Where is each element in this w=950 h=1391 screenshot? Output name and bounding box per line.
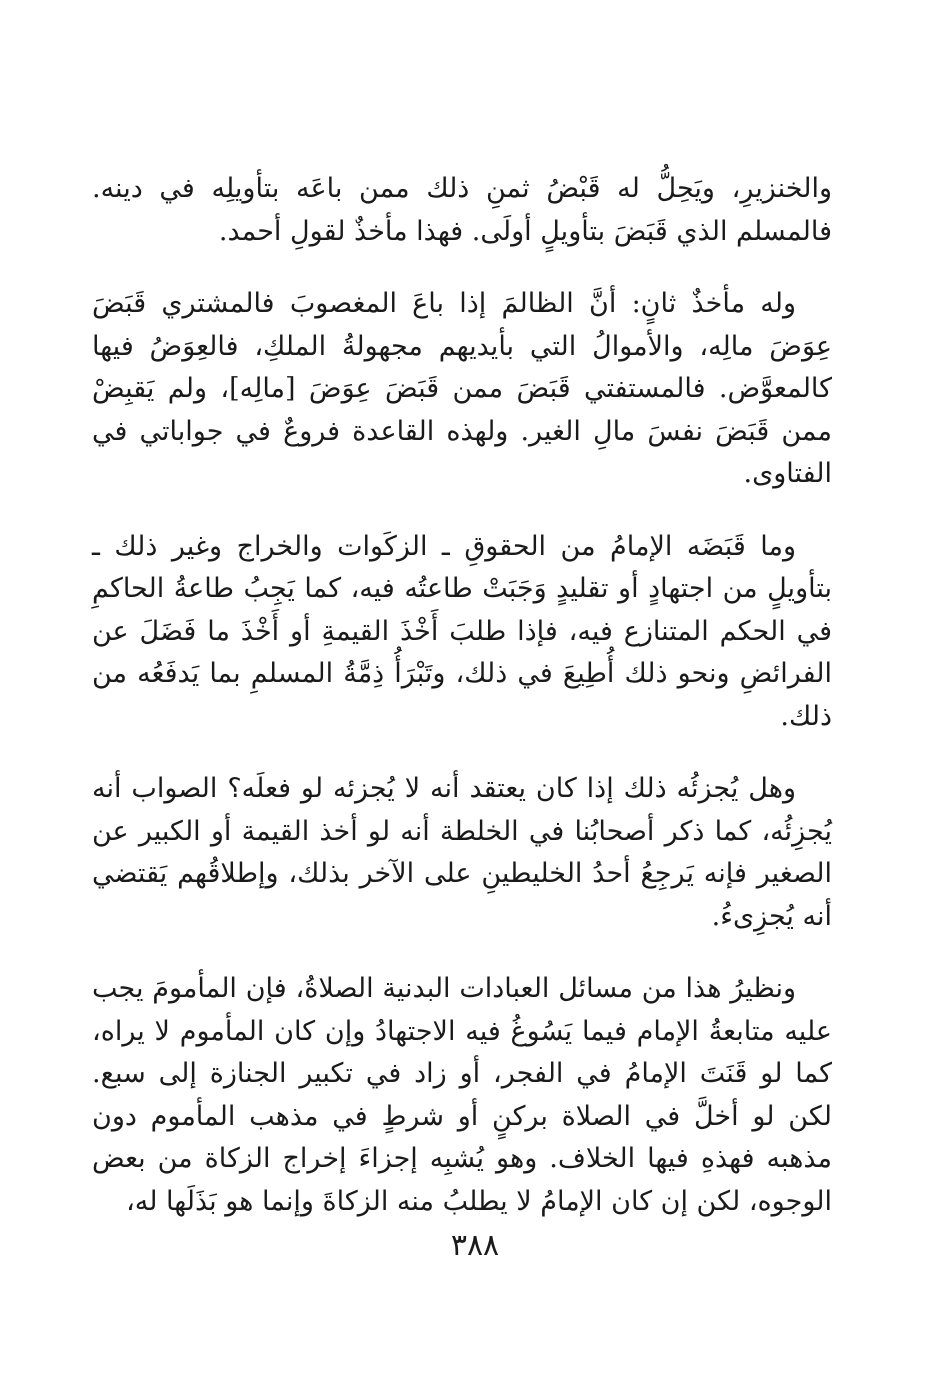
paragraph-2: وله مأخذٌ ثانٍ: أنَّ الظالمَ إذا باعَ المغصوبَ فالمشتري قَبَضَ عِوَضَ مالِه، والأموالُ التي بأيديهم مجهولةُ الملكِ، فالعِوَضُ فيها كالمعوَّض. فالمستفتي قَبَضَ ممن قَبَضَ عِوَضَ [مالِه]، ولم يَقبِضْ ممن قَبَضَ نفسَ مالِ الغير. ولهذه القاعدة فروعٌ في جواباتي في الفتاوى. — [92, 288, 832, 489]
paragraph-4: وهل يُجزئُه ذلك إذا كان يعتقد أنه لا يُجزئه لو فعلَه؟ الصواب أنه يُجزِئُه، كما ذكر أصحابُنا في الخلطة أنه لو أخذ القيمة أو الكبير عن الصغير فإنه يَرجِعُ أحدُ الخليطينِ على الآخر بذلك، وإطلاقُهم يَقتضي أنه يُجزِىءُ. — [92, 773, 832, 932]
paragraph-5: ونظيرُ هذا من مسائل العبادات البدنية الصلاةُ، فإن المأمومَ يجب عليه متابعةُ الإمام فيما يَسُوغُ فيه الاجتهادُ وإن كان المأموم لا يراه، كما لو قَنَتَ الإمامُ في الفجر، أو زاد في تكبير الجنازة إلى سبع. لكن لو أخلَّ في الصلاة بركنٍ أو شرطٍ في مذهب المأموم دون مذهبه فهذهِ فيها الخلاف. وهو يُشبِه إجزاءَ إخراج الزكاة من بعض الوجوه، لكن إن كان الإمامُ لا يطلبُ منه الزكاةَ وإنما هو بَذَلَها له، — [92, 973, 833, 1217]
page-number: ٣٨٨ — [450, 1228, 500, 1263]
page-body — [92, 168, 832, 1223]
paragraph-3: وما قَبَضَه الإمامُ من الحقوقِ ـ الزكَوات والخراج وغير ذلك ـ بتأويلٍ من اجتهادٍ أو تقليدٍ وَجَبَتْ طاعتُه فيه، كما يَجِبُ طاعةُ الحاكمِ في الحكم المتنازع فيه، فإذا طلبَ أَخْذَ القيمةِ أو أَخْذَ ما فَضَلَ عن الفرائضِ ونحو ذلك أُطِيعَ في ذلك، وتَبْرَأُ ذِمَّةُ المسلمِ بما يَدفَعُه من ذلك. — [92, 530, 832, 732]
paragraph-1: والخنزيرِ، ويَحِلُّ له قَبْضُ ثمنِ ذلك ممن باعَه بتأويلِه في دينه. فالمسلم الذي قَبَضَ بتأويلٍ أولَى. فهذا مأخذٌ لقولِ أحمد. — [92, 173, 832, 247]
